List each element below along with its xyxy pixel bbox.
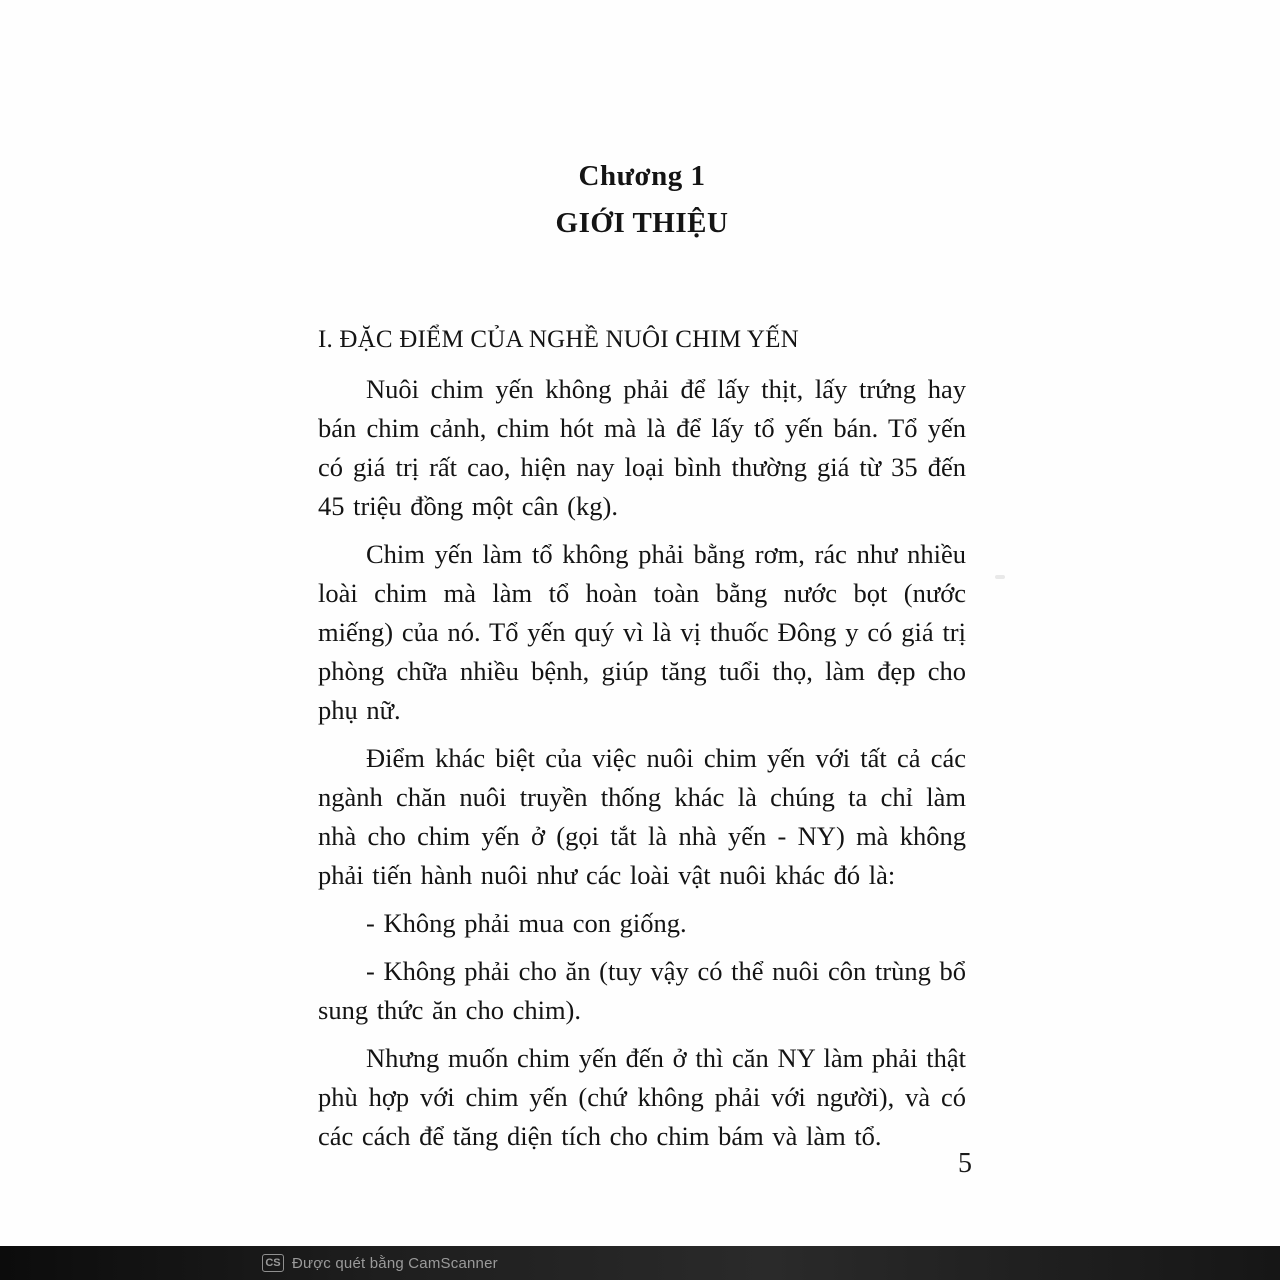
paragraph: Điểm khác biệt của việc nuôi chim yến với tất cả các ngành chăn nuôi truyền thống khác là chúng ta chỉ làm nhà cho chim yến ở (gọi tắt là nhà yến - NY) mà không phải tiến hành nuôi như các loài vật nuôi khác đó là: — [318, 743, 966, 890]
bullet-item: - Không phải cho ăn (tuy vậy có thể nuôi côn trùng bổ sung thức ăn cho chim). — [318, 956, 966, 1025]
chapter-label: Chương 1 — [578, 160, 706, 192]
camscanner-icon: CS — [262, 1254, 284, 1272]
paragraph: Chim yến làm tổ không phải bằng rơm, rác như nhiều loài chim mà làm tổ hoàn toàn bằng nước bọt (nước miếng) của nó. Tổ yến quý vì là vị thuốc Đông y có giá trị phòng chữa nhiều bệnh, giúp tăng tuổi thọ, làm đẹp cho phụ nữ. — [318, 539, 966, 725]
scan-artifact — [995, 575, 1005, 579]
camscanner-footer — [0, 1246, 1280, 1280]
page-number: 5 — [958, 1148, 972, 1179]
page-content — [318, 160, 966, 1165]
section-heading: I. ĐẶC ĐIỂM CỦA NGHỀ NUÔI CHIM YẾN — [318, 326, 799, 353]
paragraph: Nhưng muốn chim yến đến ở thì căn NY làm phải thật phù hợp với chim yến (chứ không phải với người), và có các cách để tăng diện tích cho chim bám và làm tổ. — [318, 1043, 966, 1151]
chapter-title: GIỚI THIỆU — [555, 207, 729, 239]
paragraph: Nuôi chim yến không phải để lấy thịt, lấy trứng hay bán chim cảnh, chim hót mà là để lấy tổ yến bán. Tổ yến có giá trị rất cao, hiện nay loại bình thường giá từ 35 đến 45 triệu đồng một cân (kg). — [318, 374, 966, 521]
camscanner-watermark-text: Được quét bằng CamScanner — [292, 1254, 498, 1272]
bullet-item: - Không phải mua con giống. — [366, 908, 687, 938]
